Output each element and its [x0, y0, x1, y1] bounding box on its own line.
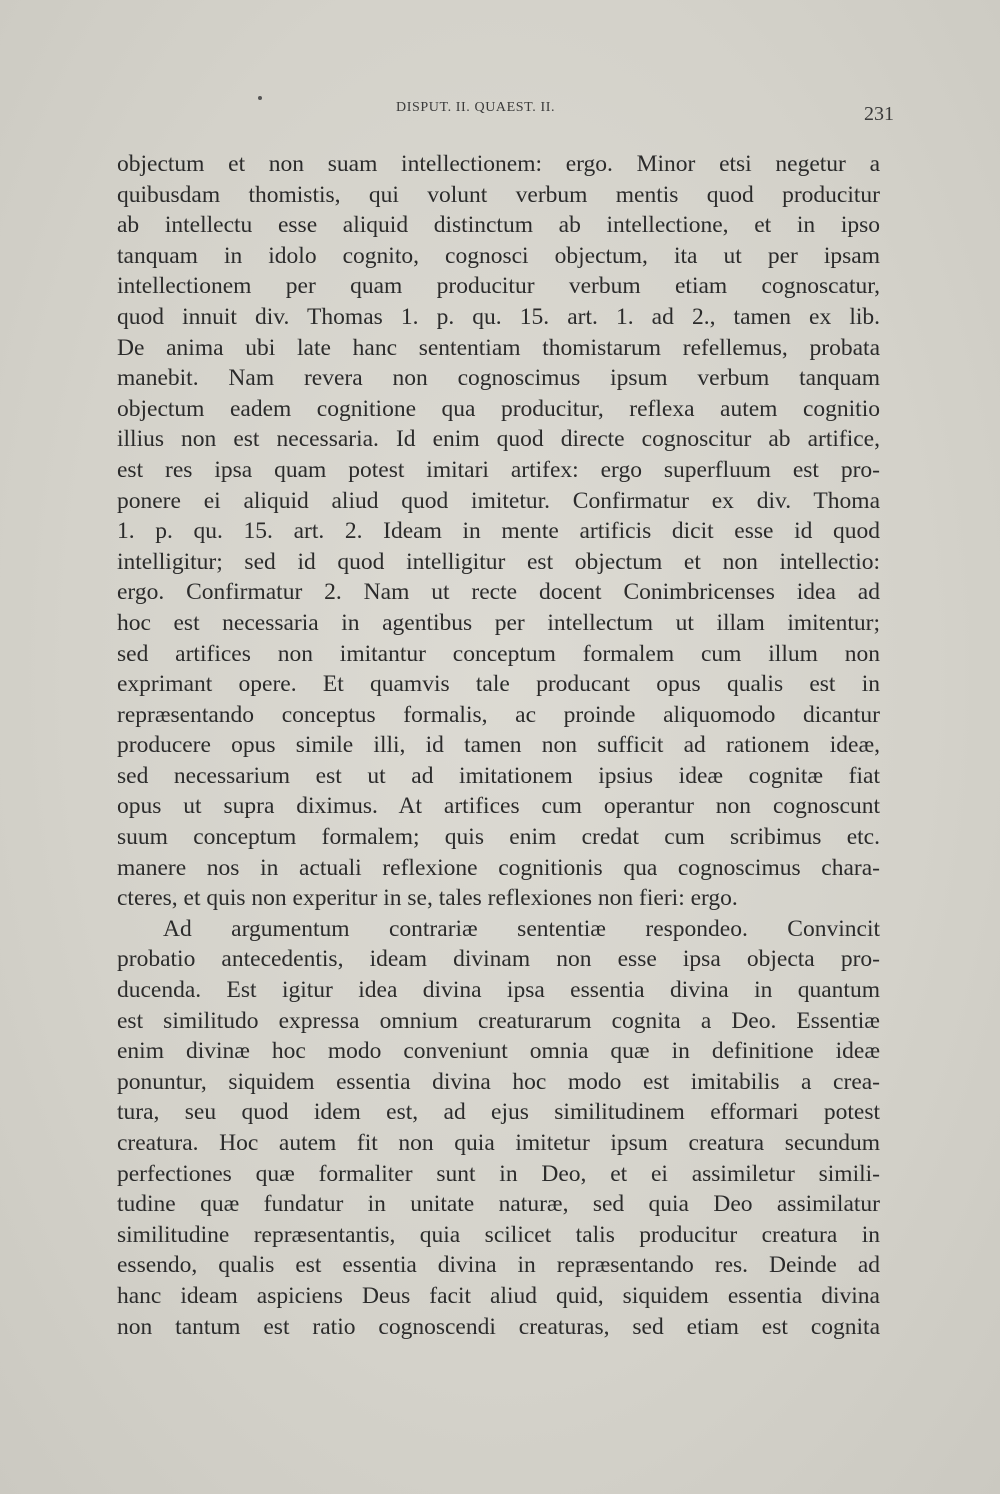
ink-speck: [258, 96, 262, 100]
text-line: est similitudo expressa omnium creaturarum cognita a Deo. Essentiæ: [117, 1007, 880, 1034]
text-line: opus ut supra diximus. At artifices cum operantur non cognoscunt: [117, 793, 880, 820]
text-line: De anima ubi late hanc sententiam thomistarum refellemus, probata: [117, 334, 880, 361]
text-line: tanquam in idolo cognito, cognosci objectum, ita ut per ipsam: [117, 242, 880, 269]
paragraph-end-line: cteres, et quis non experitur in se, tales reflexiones non fieri: ergo.: [117, 885, 738, 912]
text-line: intellectionem per quam producitur verbum etiam cognoscatur,: [117, 273, 880, 300]
text-line: sed necessarium est ut ad imitationem ipsius ideæ cognitæ fiat: [117, 762, 880, 789]
text-line: tura, seu quod idem est, ad ejus similitudinem efformari potest: [117, 1099, 880, 1126]
text-line: repræsentando conceptus formalis, ac proinde aliquomodo dicantur: [117, 701, 880, 728]
text-line: hoc est necessaria in agentibus per intellectum ut illam imitentur;: [117, 609, 880, 636]
text-line: hanc ideam aspiciens Deus facit aliud quid, siquidem essentia divina: [117, 1282, 880, 1309]
text-line: exprimant opere. Et quamvis tale producant opus qualis est in: [117, 671, 880, 698]
text-line: producere opus simile illi, id tamen non sufficit ad rationem ideæ,: [117, 732, 880, 759]
text-line: non tantum est ratio cognoscendi creaturas, sed etiam est cognita: [117, 1313, 880, 1340]
text-line: 1. p. qu. 15. art. 2. Ideam in mente artificis dicit esse id quod: [117, 518, 880, 545]
text-line: enim divinæ hoc modo conveniunt omnia quæ in definitione ideæ: [117, 1038, 880, 1065]
text-line: suum conceptum formalem; quis enim credat cum scribimus etc.: [117, 824, 880, 851]
paragraph-first-line: Ad argumentum contrariæ sententiæ respondeo. Convincit: [163, 915, 880, 942]
text-line: illius non est necessaria. Id enim quod directe cognoscitur ab artifice,: [117, 426, 880, 453]
text-line: sed artifices non imitantur conceptum formalem cum illum non: [117, 640, 880, 667]
text-line: est res ipsa quam potest imitari artifex: ergo superfluum est pro-: [117, 456, 880, 483]
text-line: manebit. Nam revera non cognoscimus ipsum verbum tanquam: [117, 365, 880, 392]
text-line: essendo, qualis est essentia divina in repræsentando res. Deinde ad: [117, 1252, 880, 1279]
body-text: [117, 149, 880, 1342]
text-line: ab intellectu esse aliquid distinctum ab intellectione, et in ipso: [117, 212, 880, 239]
text-line: intelligitur; sed id quod intelligitur est objectum et non intellectio:: [117, 548, 880, 575]
text-line: ponuntur, siquidem essentia divina hoc modo est imitabilis a crea-: [117, 1068, 880, 1095]
text-line: probatio antecedentis, ideam divinam non esse ipsa objecta pro-: [117, 946, 880, 973]
text-line: creatura. Hoc autem fit non quia imitetur ipsum creatura secundum: [117, 1130, 880, 1156]
text-line: perfectiones quæ formaliter sunt in Deo, et ei assimiletur simili-: [117, 1160, 880, 1187]
text-line: tudine quæ fundatur in unitate naturæ, sed quia Deo assimilatur: [117, 1191, 880, 1218]
text-line: ponere ei aliquid aliud quod imitetur. Confirmatur ex div. Thoma: [117, 487, 880, 514]
text-line: objectum eadem cognitione qua producitur, reflexa autem cognitio: [117, 395, 880, 422]
text-line: manere nos in actuali reflexione cognitionis qua cognoscimus chara-: [117, 854, 880, 881]
text-line: quod innuit div. Thomas 1. p. qu. 15. art. 1. ad 2., tamen ex lib.: [117, 303, 880, 330]
text-line: ergo. Confirmatur 2. Nam ut recte docent Conimbricenses idea ad: [117, 579, 880, 606]
text-line: ducenda. Est igitur idea divina ipsa essentia divina in quantum: [117, 977, 880, 1004]
page-number: 231: [864, 103, 894, 125]
text-line: quibusdam thomistis, qui volunt verbum mentis quod producitur: [117, 181, 880, 208]
text-line: objectum et non suam intellectionem: ergo. Minor etsi negetur a: [117, 151, 880, 177]
running-head: DISPUT. II. QUAEST. II.: [396, 100, 556, 115]
text-line: similitudine repræsentantis, quia scilicet talis producitur creatura in: [117, 1221, 880, 1248]
